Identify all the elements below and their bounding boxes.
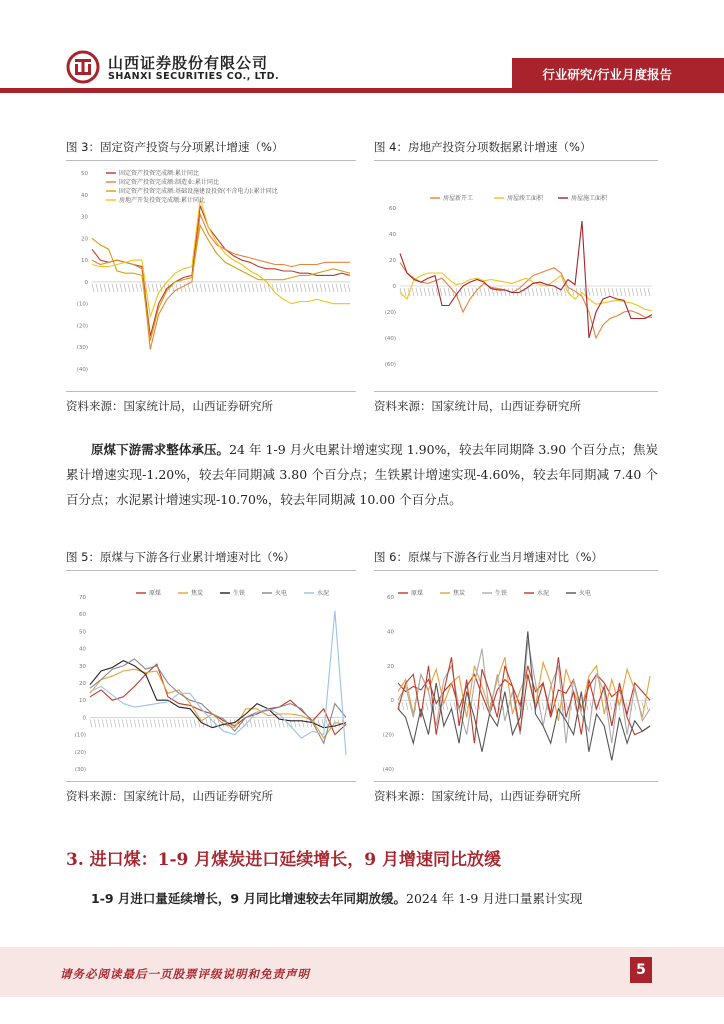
y-tick-label: 40: [387, 629, 394, 636]
x-tick-mark: [288, 284, 290, 292]
x-tick-mark: [424, 288, 426, 296]
x-tick-mark: [94, 719, 96, 727]
x-tick-mark: [206, 719, 208, 727]
x-tick-mark: [212, 284, 214, 292]
y-tick-label: 30: [79, 663, 86, 670]
paragraph-demand: [66, 437, 658, 512]
x-tick-mark: [406, 702, 408, 710]
x-tick-mark: [276, 284, 278, 292]
figure-5-title: 图 5：原煤与下游各行业累计增速对比（%）: [66, 550, 295, 564]
x-tick-mark: [110, 719, 112, 727]
x-tick-mark: [612, 288, 614, 296]
figure-5-chart: [66, 585, 356, 775]
figure-6-source: 资料来源：国家统计局，山西证券研究所: [374, 789, 581, 803]
x-tick-mark: [120, 284, 122, 292]
x-tick-mark: [228, 284, 230, 292]
x-tick-mark: [626, 702, 628, 710]
y-tick-label: (40): [76, 367, 88, 373]
x-tick-mark: [616, 288, 618, 296]
y-tick-label: (40): [384, 336, 396, 342]
x-tick-mark: [344, 284, 346, 292]
y-tick-label: 40: [79, 646, 86, 653]
y-tick-label: 60: [389, 206, 396, 212]
x-tick-mark: [176, 284, 178, 292]
figure-4-top-rule: [374, 160, 658, 161]
x-tick-mark: [282, 719, 284, 727]
x-tick-mark: [504, 288, 506, 296]
x-tick-mark: [610, 702, 612, 710]
paragraph-import: [66, 886, 658, 911]
x-tick-mark: [556, 288, 558, 296]
y-tick-label: 50: [79, 629, 86, 636]
x-tick-mark: [142, 719, 144, 727]
x-tick-mark: [284, 284, 286, 292]
report-type-label: 行业研究/行业月度报告: [542, 67, 672, 82]
x-tick-mark: [632, 288, 634, 296]
x-tick-mark: [536, 288, 538, 296]
x-tick-mark: [150, 719, 152, 727]
legend-label: 焦炭: [453, 590, 466, 597]
x-tick-mark: [446, 702, 448, 710]
x-tick-mark: [316, 284, 318, 292]
x-tick-mark: [292, 284, 294, 292]
paragraph-import-body: 2024 年 1-9 月进口量累计实现: [406, 891, 583, 906]
x-tick-mark: [540, 288, 542, 296]
x-tick-mark: [488, 288, 490, 296]
x-tick-mark: [526, 702, 528, 710]
x-tick-mark: [596, 288, 598, 296]
figure-6-top-rule: [374, 570, 658, 571]
x-tick-mark: [102, 719, 104, 727]
legend-label: 固定资产投资完成额:累计同比: [119, 170, 200, 177]
x-tick-mark: [326, 719, 328, 727]
legend-label: 火电: [275, 590, 288, 597]
x-tick-mark: [634, 702, 636, 710]
x-tick-mark: [464, 288, 466, 296]
x-tick-mark: [336, 284, 338, 292]
x-tick-mark: [178, 719, 180, 727]
x-tick-mark: [280, 284, 282, 292]
x-tick-mark: [162, 719, 164, 727]
x-tick-mark: [588, 288, 590, 296]
x-tick-mark: [122, 719, 124, 727]
x-tick-mark: [174, 719, 176, 727]
x-tick-mark: [96, 284, 98, 292]
x-tick-mark: [420, 288, 422, 296]
x-tick-mark: [412, 288, 414, 296]
x-tick-mark: [90, 719, 92, 727]
x-tick-mark: [118, 719, 120, 727]
y-tick-label: 20: [79, 681, 86, 687]
x-tick-mark: [428, 288, 430, 296]
x-tick-mark: [474, 702, 476, 710]
legend-label: 房屋施工面积: [571, 195, 608, 202]
y-tick-label: 20: [389, 258, 396, 264]
x-tick-mark: [240, 284, 242, 292]
x-tick-mark: [646, 702, 648, 710]
x-tick-mark: [156, 284, 158, 292]
x-tick-mark: [432, 288, 434, 296]
x-tick-mark: [296, 284, 298, 292]
x-tick-mark: [444, 288, 446, 296]
x-tick-mark: [146, 719, 148, 727]
series-line-3: [92, 225, 350, 340]
figure-3-chart: [66, 165, 356, 385]
y-tick-label: 20: [81, 236, 88, 243]
x-tick-mark: [134, 719, 136, 727]
x-tick-mark: [148, 284, 150, 292]
x-tick-mark: [620, 288, 622, 296]
x-tick-mark: [548, 288, 550, 296]
x-tick-mark: [192, 284, 194, 292]
x-tick-mark: [604, 288, 606, 296]
x-tick-mark: [608, 288, 610, 296]
y-tick-label: 30: [81, 214, 88, 221]
legend-label: 水泥: [537, 590, 550, 597]
x-tick-mark: [332, 284, 334, 292]
x-tick-mark: [196, 284, 198, 292]
x-tick-mark: [636, 288, 638, 296]
x-tick-mark: [130, 719, 132, 727]
series-line-5: [90, 611, 346, 755]
series-line-2: [400, 273, 652, 311]
x-tick-mark: [308, 284, 310, 292]
y-tick-label: 40: [389, 232, 396, 238]
x-tick-mark: [468, 288, 470, 296]
x-tick-mark: [566, 702, 568, 710]
x-tick-mark: [138, 719, 140, 727]
x-tick-mark: [186, 719, 188, 727]
x-tick-mark: [158, 719, 160, 727]
x-tick-mark: [322, 719, 324, 727]
x-tick-mark: [640, 288, 642, 296]
x-tick-mark: [552, 288, 554, 296]
y-tick-label: 0: [392, 284, 396, 290]
x-tick-mark: [320, 284, 322, 292]
figure-4-bottom-rule: [374, 391, 658, 392]
y-tick-label: (30): [74, 767, 86, 773]
page-number: 5: [630, 957, 652, 983]
report-type-tab: [512, 58, 724, 88]
x-tick-mark: [124, 284, 126, 292]
x-tick-mark: [644, 288, 646, 296]
x-tick-mark: [256, 284, 258, 292]
y-tick-label: 0: [82, 715, 86, 722]
x-tick-mark: [92, 284, 94, 292]
x-tick-mark: [244, 284, 246, 292]
x-tick-mark: [532, 288, 534, 296]
x-tick-mark: [348, 284, 350, 292]
header-divider: [0, 88, 724, 93]
x-tick-mark: [114, 719, 116, 727]
x-tick-mark: [266, 719, 268, 727]
x-tick-mark: [190, 719, 192, 727]
y-tick-label: (60): [384, 362, 396, 368]
y-tick-label: (20): [382, 732, 394, 739]
figure-6-bottom-rule: [374, 781, 658, 782]
figure-3-bottom-rule: [66, 391, 356, 392]
x-tick-mark: [262, 719, 264, 727]
y-tick-label: (10): [74, 732, 86, 739]
x-tick-mark: [250, 719, 252, 727]
y-tick-label: (10): [76, 301, 88, 308]
legend-label: 火电: [579, 590, 592, 597]
x-tick-mark: [278, 719, 280, 727]
x-tick-mark: [140, 284, 142, 292]
figure-4-title: 图 4：房地产投资分项数据累计增速（%）: [374, 140, 592, 154]
x-tick-mark: [312, 284, 314, 292]
x-tick-mark: [260, 284, 262, 292]
x-tick-mark: [98, 719, 100, 727]
x-tick-mark: [274, 719, 276, 727]
x-tick-mark: [100, 284, 102, 292]
y-tick-label: (40): [382, 767, 394, 773]
series-line-1: [92, 206, 350, 337]
x-tick-mark: [126, 719, 128, 727]
x-tick-mark: [454, 702, 456, 710]
y-tick-label: 40: [81, 192, 88, 199]
x-tick-mark: [624, 288, 626, 296]
legend-label: 焦炭: [191, 590, 204, 597]
x-tick-mark: [426, 702, 428, 710]
series-line-2: [90, 669, 346, 738]
x-tick-mark: [628, 288, 630, 296]
x-tick-mark: [300, 284, 302, 292]
x-tick-mark: [216, 284, 218, 292]
x-tick-mark: [136, 284, 138, 292]
legend-label: 固定资产投资完成额:制造业:累计同比: [119, 179, 220, 186]
legend-label: 原煤: [149, 590, 162, 597]
x-tick-mark: [108, 284, 110, 292]
x-tick-mark: [232, 284, 234, 292]
x-tick-mark: [544, 288, 546, 296]
figure-5-top-rule: [66, 570, 356, 571]
legend-label: 固定资产投资完成额:基础设施建设投资(不含电力):累计同比: [119, 188, 278, 195]
x-tick-mark: [182, 719, 184, 727]
x-tick-mark: [592, 288, 594, 296]
legend-label: 生铁: [495, 590, 508, 597]
x-tick-mark: [194, 719, 196, 727]
figure-3-source: 资料来源：国家统计局，山西证券研究所: [66, 399, 273, 413]
y-tick-label: 50: [81, 171, 88, 177]
paragraph-demand-body: 24 年 1-9 月火电累计增速实现 1.90%，较去年同期降 3.90 个百分点；焦炭累计增速实现-1.20%，较去年同期减 3.80 个百分点；生铁累计增速实现-4.60%，较去年同期减 7.40 个百分点；水泥累计增速实现-10.70%，较去年同期减 10.00 个百分点。: [66, 442, 658, 507]
x-tick-mark: [112, 284, 114, 292]
company-name-en: SHANXI SECURITIES CO., LTD.: [108, 71, 280, 82]
x-tick-mark: [328, 284, 330, 292]
x-tick-mark: [482, 702, 484, 710]
footer-disclaimer: 请务必阅读最后一页股票评级说明和免责声明: [60, 967, 310, 981]
x-tick-mark: [586, 702, 588, 710]
y-tick-label: 0: [390, 698, 394, 705]
company-logo-icon: [66, 50, 100, 84]
legend-label: 房屋竣工面积: [507, 195, 544, 202]
x-tick-mark: [248, 284, 250, 292]
y-tick-label: 70: [79, 595, 86, 601]
y-tick-label: (20): [384, 310, 396, 316]
x-tick-mark: [236, 284, 238, 292]
x-tick-mark: [484, 288, 486, 296]
figure-4-chart: [374, 190, 658, 370]
x-tick-mark: [402, 702, 404, 710]
x-tick-mark: [600, 288, 602, 296]
figure-5-bottom-rule: [66, 781, 356, 782]
x-tick-mark: [306, 719, 308, 727]
y-tick-label: 0: [84, 279, 88, 286]
figure-6-chart: [374, 585, 658, 775]
x-tick-mark: [106, 719, 108, 727]
x-tick-mark: [340, 284, 342, 292]
x-tick-mark: [154, 719, 156, 727]
figure-4-source: 资料来源：国家统计局，山西证券研究所: [374, 399, 581, 413]
y-tick-label: (30): [76, 345, 88, 352]
figure-3-title: 图 3：固定资产投资与分项累计增速（%）: [66, 140, 284, 154]
legend-label: 生铁: [233, 590, 246, 597]
x-tick-mark: [208, 284, 210, 292]
x-tick-mark: [252, 284, 254, 292]
x-tick-mark: [224, 284, 226, 292]
x-tick-mark: [530, 702, 532, 710]
x-tick-mark: [254, 719, 256, 727]
legend-label: 水泥: [317, 590, 330, 597]
y-tick-label: (20): [76, 323, 88, 330]
x-tick-mark: [304, 284, 306, 292]
x-tick-mark: [116, 284, 118, 292]
x-tick-mark: [480, 288, 482, 296]
series-line-4: [90, 659, 346, 743]
x-tick-mark: [324, 284, 326, 292]
paragraph-demand-lead: 原煤下游需求整体承压。: [91, 442, 230, 457]
x-tick-mark: [132, 284, 134, 292]
section-heading: 3. 进口煤：1-9 月煤炭进口延续增长，9 月增速同比放缓: [66, 850, 502, 870]
x-tick-mark: [648, 288, 650, 296]
x-tick-mark: [200, 284, 202, 292]
x-tick-mark: [170, 719, 172, 727]
x-tick-mark: [564, 288, 566, 296]
x-tick-mark: [440, 288, 442, 296]
x-tick-mark: [166, 719, 168, 727]
x-tick-mark: [264, 284, 266, 292]
figure-3-top-rule: [66, 160, 356, 161]
x-tick-mark: [404, 288, 406, 296]
y-tick-label: 60: [387, 595, 394, 601]
figure-5-source: 资料来源：国家统计局，山西证券研究所: [66, 789, 273, 803]
figure-6-title: 图 6：原煤与下游各行业当月增速对比（%）: [374, 550, 603, 564]
x-tick-mark: [204, 284, 206, 292]
x-tick-mark: [448, 288, 450, 296]
y-tick-label: (20): [74, 749, 86, 756]
paragraph-import-lead: 1-9 月进口量延续增长，9 月同比增速较去年同期放缓。: [91, 891, 406, 906]
y-tick-label: 10: [81, 258, 88, 265]
x-tick-mark: [152, 284, 154, 292]
legend-label: 原煤: [411, 590, 424, 597]
x-tick-mark: [270, 719, 272, 727]
x-tick-mark: [542, 702, 544, 710]
x-tick-mark: [220, 284, 222, 292]
y-tick-label: 20: [387, 663, 394, 670]
y-tick-label: 60: [79, 612, 86, 619]
x-tick-mark: [416, 288, 418, 296]
series-line-1: [90, 664, 346, 735]
page-header: [0, 0, 724, 92]
legend-label: 房地产开发投资完成额:累计同比: [119, 197, 206, 204]
legend-label: 房屋新开工: [443, 195, 474, 202]
company-name-cn: 山西证券股份有限公司: [108, 54, 269, 72]
x-tick-mark: [104, 284, 106, 292]
x-tick-mark: [188, 284, 190, 292]
x-tick-mark: [128, 284, 130, 292]
x-tick-mark: [528, 288, 530, 296]
y-tick-label: 10: [79, 698, 86, 705]
x-tick-mark: [258, 719, 260, 727]
